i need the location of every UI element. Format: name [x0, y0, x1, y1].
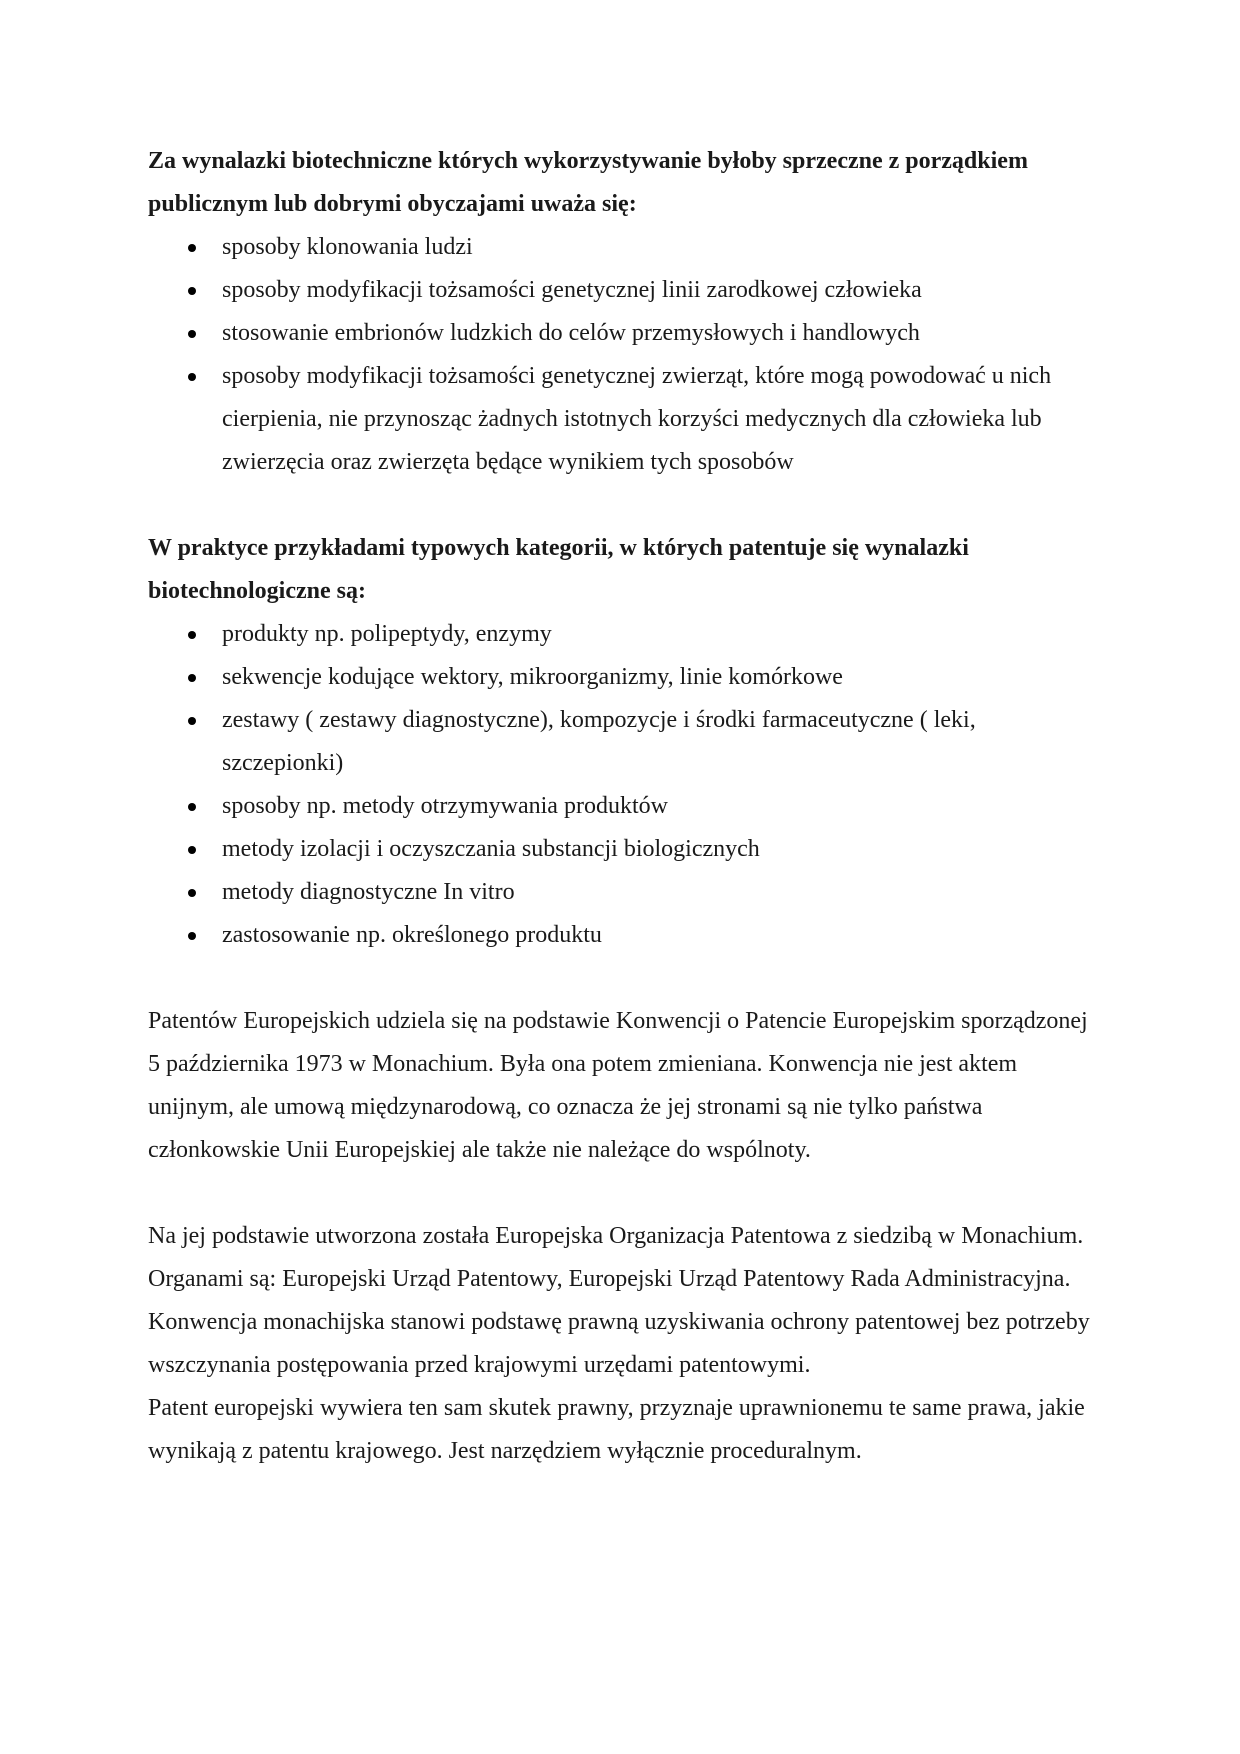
bullet-icon — [188, 656, 196, 699]
list-item-text: produkty np. polipeptydy, enzymy — [222, 621, 552, 647]
list-item-text: metody izolacji i oczyszczania substancji biologicznych — [222, 836, 760, 862]
list-item-text: sekwencje kodujące wektory, mikroorganizmy, linie komórkowe — [222, 664, 843, 690]
list-item-text: sposoby np. metody otrzymywania produktów — [222, 793, 668, 819]
bullet-icon — [188, 828, 196, 871]
bullet-icon — [188, 871, 196, 914]
list-item — [148, 312, 1098, 355]
list-item-text: sposoby modyfikacji tożsamości genetycznej zwierząt, które mogą powodować u nich cierpienia, nie przynosząc żadnych istotnych korzyści medycznych dla człowieka lub zwierzęcia oraz zwierzęta będące wynikiem tych sposobów — [222, 363, 1052, 475]
list-item-text: zestawy ( zestawy diagnostyczne), kompozycje i środki farmaceutyczne ( leki, szczepionki) — [222, 707, 976, 776]
bullet-icon — [188, 355, 196, 398]
bullet-icon — [188, 312, 196, 355]
paragraph-patent-effect: Patent europejski wywiera ten sam skutek prawny, przyznaje uprawnionemu te same prawa, jakie wynikają z patentu krajowego. Jest narzędziem wyłącznie proceduralnym. — [148, 1395, 1085, 1464]
list-item — [148, 613, 1098, 656]
bullet-icon — [188, 226, 196, 269]
section-heading-ethics: Za wynalazki biotechniczne których wykorzystywanie byłoby sprzeczne z porządkiem publicznym lub dobrymi obyczajami uważa się: — [148, 148, 1028, 217]
list-item-text: zastosowanie np. określonego produktu — [222, 922, 602, 948]
document-page — [148, 140, 1098, 1473]
spacer — [148, 1172, 1098, 1215]
paragraph-organization: Na jej podstawie utworzona została Europejska Organizacja Patentowa z siedzibą w Monachium. Organami są: Europejski Urząd Patentowy, Europejski Urząd Patentowy Rada Administracyjna. — [148, 1223, 1084, 1292]
list-item — [148, 914, 1098, 957]
list-item — [148, 269, 1098, 312]
list-item-text: metody diagnostyczne In vitro — [222, 879, 515, 905]
list-item — [148, 656, 1098, 699]
list-item — [148, 785, 1098, 828]
bullet-icon — [188, 269, 196, 312]
list-item — [148, 699, 1098, 785]
section-heading-categories: W praktyce przykładami typowych kategorii, w których patentuje się wynalazki biotechnologiczne są: — [148, 535, 969, 604]
list-item — [148, 871, 1098, 914]
spacer — [148, 957, 1098, 1000]
list-item-text: sposoby klonowania ludzi — [222, 234, 473, 260]
paragraph-munich-convention: Konwencja monachijska stanowi podstawę prawną uzyskiwania ochrony patentowej bez potrzeby wszczynania postępowania przed krajowymi urzędami patentowymi. — [148, 1309, 1090, 1378]
list-item-text: stosowanie embrionów ludzkich do celów przemysłowych i handlowych — [222, 320, 920, 346]
patent-categories-list — [148, 613, 1098, 957]
bullet-icon — [188, 699, 196, 742]
bullet-icon — [188, 914, 196, 957]
list-item-text: sposoby modyfikacji tożsamości genetycznej linii zarodkowej człowieka — [222, 277, 922, 303]
paragraph-convention: Patentów Europejskich udziela się na podstawie Konwencji o Patencie Europejskim sporządzonej 5 października 1973 w Monachium. Była ona potem zmieniana. Konwencja nie jest aktem unijnym, ale umową międzynarodową, co oznacza że jej stronami są nie tylko państwa członkowskie Unii Europejskiej ale także nie należące do wspólnoty. — [148, 1008, 1088, 1163]
spacer — [148, 484, 1098, 527]
list-item — [148, 226, 1098, 269]
bullet-icon — [188, 785, 196, 828]
bullet-icon — [188, 613, 196, 656]
list-item — [148, 355, 1098, 484]
list-item — [148, 828, 1098, 871]
ethics-exclusions-list — [148, 226, 1098, 484]
